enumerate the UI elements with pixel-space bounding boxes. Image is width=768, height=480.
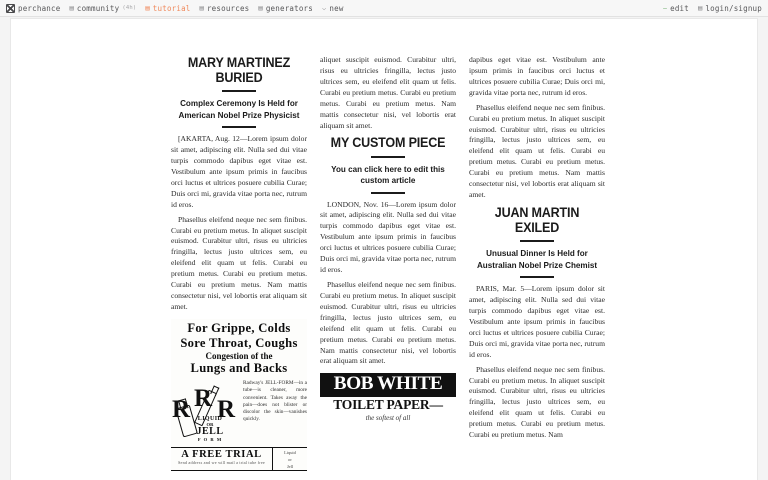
pencil-icon: ⎯ [663, 3, 668, 12]
ad-subtitle: TOILET PAPER— [333, 396, 443, 412]
newspaper-column-1 [171, 55, 307, 480]
article-subhead: You can click here to edit this custom article [331, 164, 445, 186]
nav-item-tutorial[interactable] [145, 4, 190, 13]
article-subhead: Complex Ceremony Is Held for American Nobel Prize Physicist [178, 99, 300, 120]
ad-line-4: Lungs and Backs [190, 361, 288, 376]
subhead-divider-rule [371, 192, 405, 194]
bob-white-toilet-paper-ad[interactable] [320, 373, 456, 421]
login-signup-label: login/signup [705, 3, 762, 13]
brand-label: perchance [18, 3, 61, 13]
article-paragraph: Phasellus eleifend neque nec sem finibus. Curabi eu pretium metus. In aliquet suscipit euismod. Curabitur ultri, risus eu ultricies fringilla, lectus justo ultrices sem, eu eleifend elit quam ut felis. Curabi eu pretium metus. Curabi eu pretium metus. Nam mattis consectetur nisi, vel lobortis erat aliquam sit amet. [320, 279, 456, 366]
article-paragraph: LONDON, Nov. 16—Lorem ipsum dolor sit amet, adipiscing elit. Nulla sed dui vitae turpis commodo dapibus eget vitae est. Vestibulum ante ipsum primis in faucibus orci luctus et ultrices posuere cubilia Curae; Duis orci mi, gravida vitae porta nec, rutrum id eros. [320, 199, 456, 275]
nav-label-community: community [76, 3, 120, 13]
ad-illustration-row [171, 378, 307, 444]
login-signup-button[interactable] [698, 4, 762, 13]
headline-divider-rule [222, 90, 256, 92]
article-paragraph: PARIS, Mar. 5—Lorem ipsum dolor sit amet, adipiscing elit. Nulla sed dui vitae turpis commodo dapibus eget vitae est. Vestibulum ante ipsum primis in faucibus orci luctus et ultrices posuere cubilia Curae; Duis orci mi, gravida vitae porta nec, rutrum id eros. [469, 284, 605, 359]
ad-free-trial-title: A FREE TRIAL [181, 449, 262, 461]
ad-line-1: For Grippe, Colds [187, 320, 291, 335]
ad-side-line-3: Jell [286, 463, 294, 469]
subhead-divider-rule [222, 126, 256, 128]
brand-home-link[interactable] [6, 4, 60, 13]
nav-label-tutorial: tutorial [152, 3, 191, 13]
ad-free-trial-box[interactable] [171, 447, 307, 471]
subhead-divider-rule [520, 276, 554, 278]
edit-button[interactable] [663, 3, 689, 13]
ad-body-copy: Radway's JELL-FORM—in a tube—is cleaner, more convenient. Takes away the pain—does not blister or discolor the skin—vanishes quickly. [243, 380, 307, 422]
book-icon: ▤ [199, 4, 204, 12]
jell-liquid-label: LIQUID [197, 416, 223, 423]
nav-item-generators[interactable] [258, 4, 313, 13]
ad-line-2: Sore Throat, Coughs [180, 335, 298, 350]
jell-wordmark [185, 416, 235, 442]
nav-label-generators: generators [265, 3, 313, 13]
ad-title: BOB WHITE [320, 373, 456, 397]
article-paragraph: Phasellus eleifend neque nec sem finibus. Curabi eu pretium metus. In aliquet suscipit euismod. Curabitur ultri, risus eu ultricies fringilla, lectus justo ultrices sem, eu eleifend elit quam ut felis. Curabi eu pretium metus. Curabi eu pretium metus. Curabi eu pretium metus. Nam mattis consectetur nisi, vel lobortis erat aliquam sit amet. [171, 214, 307, 312]
letter-r-icon: R [194, 385, 213, 413]
article-body [171, 134, 307, 313]
nav-label-new: new [329, 3, 344, 13]
headline-divider-rule [520, 240, 554, 242]
nav-badge-community: (4h) [122, 5, 137, 11]
person-icon: ▤ [697, 4, 703, 12]
radway-jell-form-ad[interactable] [171, 319, 307, 471]
book-icon: ▤ [145, 4, 150, 12]
ad-free-trial-sub: Send address and we will mail a trial tube free [178, 460, 265, 466]
page-canvas [10, 18, 758, 480]
letter-r-icon: R [172, 396, 191, 424]
article-body [469, 284, 605, 441]
ad-free-trial-side [273, 448, 307, 470]
newspaper-column-2 [320, 55, 456, 480]
article-paragraph: dapibus eget vitae est. Vestibulum ante ipsum primis in faucibus orci luctus et ultrices posuere cubilia Curae; Duis orci mi, gravida vitae porta nec, rutrum id eros. [469, 55, 605, 97]
article-body [320, 200, 456, 368]
article-continuation-top [469, 55, 605, 201]
ad-side-line-2: or [288, 456, 292, 462]
article-headline: JUAN MARTIN EXILED [494, 204, 580, 236]
top-toolbar [0, 0, 768, 17]
ad-line-3: Congestion of the [205, 350, 273, 361]
article-my-custom-piece[interactable] [320, 135, 456, 367]
newspaper-sheet [171, 55, 607, 480]
article-paragraph: Phasellus eleifend neque nec sem finibus. Curabi eu pretium metus. In aliquet suscipit euismod. Curabitur ultri, risus eu ultricies fringilla, lectus justo ultrices sem, eu eleifend elit quam ut felis. Curabi eu pretium metus. Curabi eu pretium metus. Curabi eu pretium metus. Nam mattis consectetur nisi, vel lobortis erat aliquam sit amet. [469, 102, 605, 200]
jell-form-label: F O R M [197, 437, 223, 443]
article-mary-martinez[interactable] [171, 55, 307, 313]
jell-word-label: JELL [196, 426, 224, 438]
article-headline: MY CUSTOM PIECE [330, 135, 446, 151]
ad-script-line: the softest of all [365, 413, 411, 422]
article-subhead: Unusual Dinner Is Held for Australian Nobel Prize Chemist [476, 249, 598, 270]
nav-item-community[interactable] [69, 4, 136, 13]
ad-rrr-illustration [171, 378, 243, 444]
perchance-logo-icon [6, 4, 15, 13]
article-paragraph: Phasellus eleifend neque nec sem finibus. Curabi eu pretium metus. In aliquet suscipit euismod. Curabitur ultri, risus eu ultricies fringilla, lectus justo ultrices sem, eu eleifend elit quam ut felis. Curabi eu pretium metus. Curabi eu pretium metus. Curabi eu pretium metus. Nam [469, 364, 605, 440]
article-headline: MARY MARTINEZ BURIED [187, 55, 291, 86]
nav-item-new[interactable] [322, 4, 344, 13]
letter-r-icon: R [217, 396, 236, 424]
nav-item-resources[interactable] [200, 4, 250, 13]
book-icon: ▤ [69, 4, 74, 12]
ad-side-line-1: Liquid [284, 450, 296, 456]
jell-or-label: OR [206, 422, 214, 428]
ad-free-trial-main [171, 448, 273, 470]
edit-label: edit [670, 3, 689, 13]
book-icon: ▤ [258, 4, 263, 12]
newspaper-column-3 [469, 55, 605, 480]
article-paragraph: aliquet suscipit euismod. Curabitur ultri, risus eu ultricies fringilla, lectus justo ultrices sem, eu eleifend elit quam ut felis. Curabi eu pretium metus. Curabi eu pretium metus. Curabi eu pretium metus. Nam mattis consectetur nisi, vel lobortis erat aliquam sit amet. [320, 55, 456, 130]
article-juan-martin[interactable] [469, 205, 605, 441]
article-paragraph: [AKARTA, Aug. 12—Lorem ipsum dolor sit amet, adipiscing elit. Nulla sed dui vitae turpis commodo dapibus eget vitae est. Vestibulum ante ipsum primis in faucibus orci luctus et ultrices posuere cubilia Curae; Duis orci mi, gravida vitae porta nec, rutrum id eros. [171, 134, 307, 209]
toolbar-right-group [654, 3, 762, 13]
globe-icon: ⌵ [321, 4, 327, 12]
article-continuation-top [320, 55, 456, 131]
nav-label-resources: resources [206, 3, 250, 13]
headline-divider-rule [371, 156, 405, 158]
